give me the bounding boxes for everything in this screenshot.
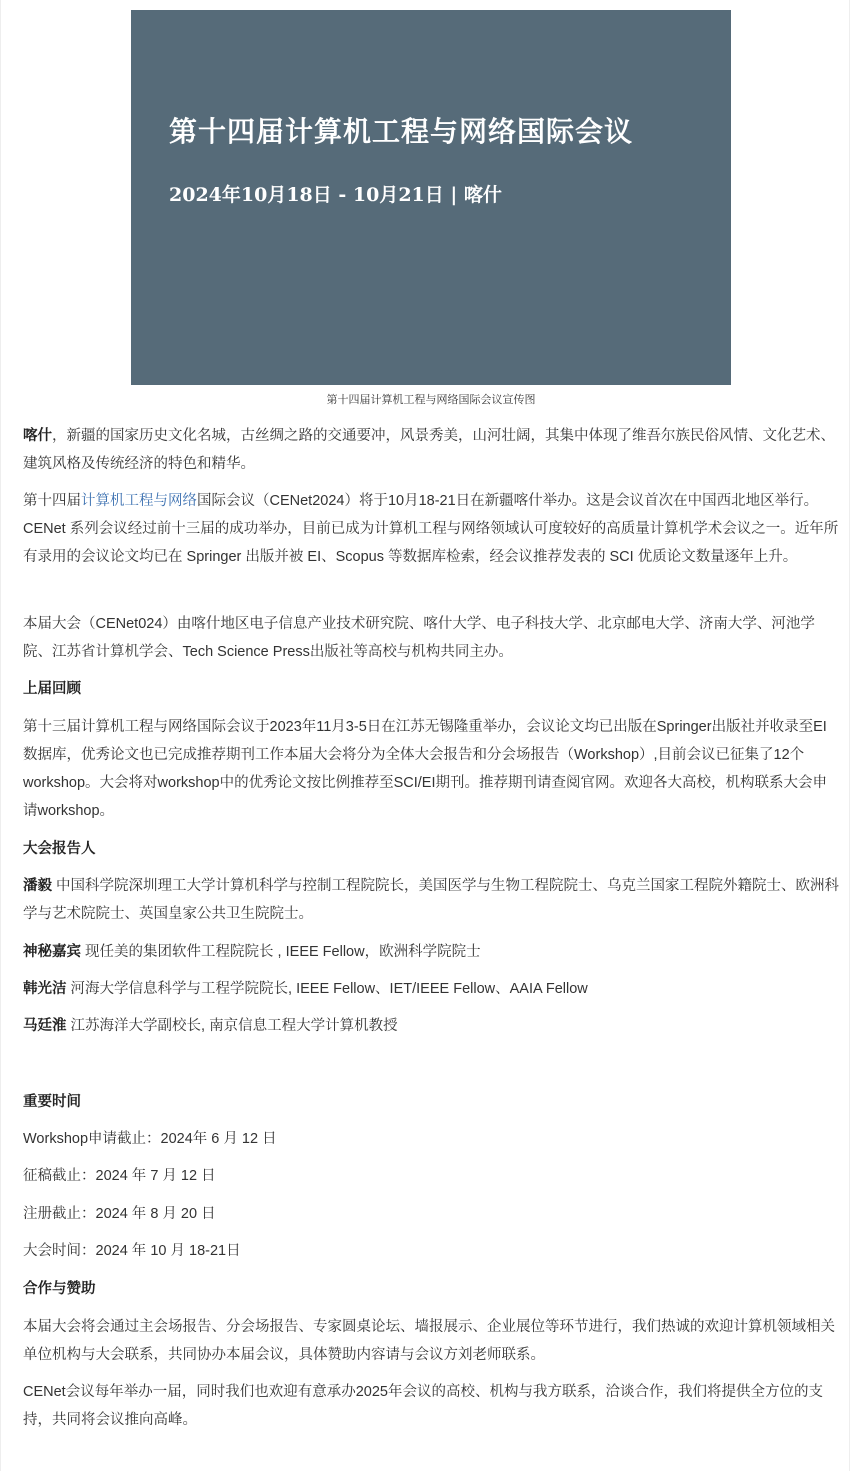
intro-text-after: 国际会议（CENet2024）将于10月18-21日在新疆喀什举办。这是会议首次在中国西北地区举行。CENet 系列会议经过前十三届的成功举办，目前已成为计算机工程与网络领域认可度较好的高质量计算机学术会议之一。近年所有录用的会议论文均已在 Springer 出版并被 EI、Scopus 等数据库检索，经会议推荐发表的 SCI 优质论文数量逐年上升。 <box>23 493 839 565</box>
speaker-item <box>23 1012 841 1040</box>
speakers-heading: 大会报告人 <box>23 841 96 857</box>
dates-heading: 重要时间 <box>23 1094 81 1110</box>
speaker-desc: 江苏海洋大学副校长, 南京信息工程大学计算机教授 <box>66 1018 398 1034</box>
review-heading: 上届回顾 <box>23 681 81 697</box>
cooperation-heading: 合作与赞助 <box>23 1281 96 1297</box>
conference-banner-image <box>131 10 731 385</box>
date-item: 征稿截止：2024 年 7 月 12 日 <box>23 1168 216 1184</box>
intro-organizers: 本届大会（CENet024）由喀什地区电子信息产业技术研究院、喀什大学、电子科技大学、北京邮电大学、济南大学、河池学院、江苏省计算机学会、Tech Science Press出版社等高校与机构共同主办。 <box>23 616 815 660</box>
speaker-name: 韩光洁 <box>23 981 67 997</box>
intro-conference <box>23 487 841 571</box>
speaker-item <box>23 938 841 966</box>
speaker-item <box>23 975 841 1003</box>
intro-text-before: 第十四届 <box>23 493 81 509</box>
banner-title: 第十四届计算机工程与网络国际会议 <box>169 115 634 148</box>
speaker-name: 马廷淮 <box>23 1018 67 1034</box>
speaker-name: 潘毅 <box>23 878 52 894</box>
computer-engineering-link[interactable]: 计算机工程与网络 <box>81 493 197 509</box>
kashgar-bold: 喀什 <box>23 428 52 444</box>
speaker-name: 神秘嘉宾 <box>23 944 81 960</box>
banner-subtitle: 2024年10月18日 - 10月21日 | 喀什 <box>169 184 502 206</box>
date-item: 注册截止：2024 年 8 月 20 日 <box>23 1206 216 1222</box>
kashgar-text: ，新疆的国家历史文化名城，古丝绸之路的交通要冲，风景秀美，山河壮阔，其集中体现了维吾尔族民俗风情、文化艺术、建筑风格及传统经济的特色和精华。 <box>23 428 835 472</box>
review-text: 第十三届计算机工程与网络国际会议于2023年11月3-5日在江苏无锡隆重举办，会议论文均已出版在Springer出版社并收录至EI数据库，优秀论文也已完成推荐期刊工作本届大会将分为全体大会报告和分会场报告（Workshop）,目前会议已征集了12个workshop。大会将对workshop中的优秀论文按比例推荐至SCI/EI期刊。推荐期刊请查阅官网。欢迎各大高校，机构联系大会申请workshop。 <box>23 719 828 819</box>
hosting-text: CENet会议每年举办一届，同时我们也欢迎有意承办2025年会议的高校、机构与我方联系，洽谈合作，我们将提供全方位的支持，共同将会议推向高峰。 <box>23 1384 823 1428</box>
cooperation-text: 本届大会将会通过主会场报告、分会场报告、专家圆桌论坛、墙报展示、企业展位等环节进行，我们热诚的欢迎计算机领域相关单位机构与大会联系，共同协办本届会议，具体赞助内容请与会议方刘老师联系。 <box>23 1319 835 1363</box>
date-item: 大会时间：2024 年 10 月 18-21日 <box>23 1243 241 1259</box>
date-item: Workshop申请截止：2024年 6 月 12 日 <box>23 1131 277 1147</box>
speaker-desc: 中国科学院深圳理工大学计算机科学与控制工程院院长，美国医学与生物工程院院士、乌克兰国家工程院外籍院士、欧洲科学与艺术院院士、英国皇家公共卫生院院士。 <box>23 878 840 922</box>
image-caption: 第十四届计算机工程与网络国际会议宣传图 <box>326 394 536 406</box>
intro-kashgar <box>23 422 841 478</box>
speaker-desc: 现任美的集团软件工程院院长 , IEEE Fellow，欧洲科学院院士 <box>81 944 481 960</box>
speaker-item <box>23 872 841 928</box>
speaker-desc: 河海大学信息科学与工程学院院长, IEEE Fellow、IET/IEEE Fellow、AAIA Fellow <box>66 981 588 997</box>
